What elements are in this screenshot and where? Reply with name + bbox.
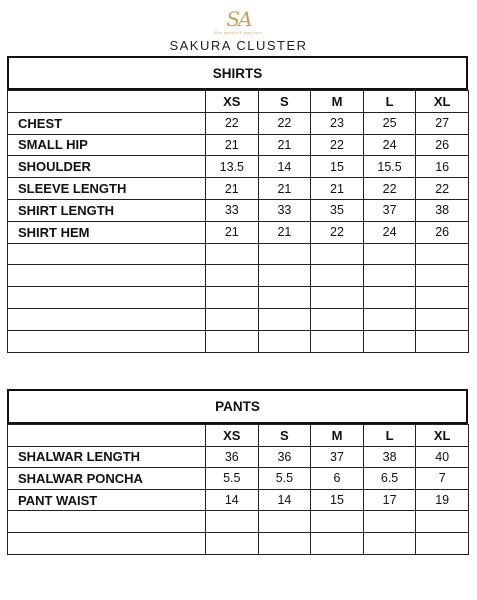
empty-cell — [311, 265, 364, 287]
empty-cell — [416, 330, 469, 352]
measurement-label: SHIRT LENGTH — [8, 199, 206, 221]
empty-cell — [363, 330, 416, 352]
measurement-value: 14 — [258, 156, 311, 178]
measurement-value: 33 — [258, 199, 311, 221]
measurement-value: 24 — [363, 221, 416, 243]
empty-cell — [258, 243, 311, 265]
empty-cell — [416, 265, 469, 287]
size-header-l: L — [363, 91, 416, 113]
measurement-label: SHOULDER — [8, 156, 206, 178]
size-header-s: S — [258, 425, 311, 447]
empty-cell — [363, 532, 416, 554]
measurement-row — [8, 199, 469, 221]
size-header-m: M — [311, 91, 364, 113]
empty-cell — [258, 532, 311, 554]
empty-cell — [206, 532, 259, 554]
brand-logo — [0, 8, 477, 35]
pants-size-table — [7, 424, 469, 555]
shirts-title: SHIRTS — [7, 56, 468, 90]
size-header-xl: XL — [416, 91, 469, 113]
measurement-value: 15 — [311, 489, 364, 511]
measurement-value: 38 — [416, 199, 469, 221]
logo-monogram: SA — [226, 7, 251, 31]
empty-cell — [8, 308, 206, 330]
empty-cell — [258, 308, 311, 330]
empty-cell — [206, 330, 259, 352]
measurement-value: 6 — [311, 468, 364, 490]
empty-cell — [258, 511, 311, 533]
measurement-row — [8, 221, 469, 243]
empty-row — [8, 511, 469, 533]
measurement-value: 35 — [311, 199, 364, 221]
empty-cell — [416, 532, 469, 554]
measurement-row — [8, 468, 469, 490]
shirts-size-table — [7, 90, 469, 353]
empty-cell — [363, 511, 416, 533]
empty-cell — [416, 308, 469, 330]
empty-row — [8, 330, 469, 352]
size-header-l: L — [363, 425, 416, 447]
measurement-row — [8, 134, 469, 156]
empty-cell — [8, 330, 206, 352]
empty-cell — [206, 265, 259, 287]
measurement-value: 21 — [258, 221, 311, 243]
measurement-value: 40 — [416, 446, 469, 468]
measurement-value: 23 — [311, 112, 364, 134]
measurement-value: 15 — [311, 156, 364, 178]
empty-row — [8, 532, 469, 554]
empty-cell — [258, 265, 311, 287]
empty-cell — [363, 287, 416, 309]
measurement-value: 14 — [258, 489, 311, 511]
size-header-xs: XS — [206, 425, 259, 447]
size-header-s: S — [258, 91, 311, 113]
empty-row — [8, 243, 469, 265]
measurement-value: 37 — [311, 446, 364, 468]
measurement-value: 27 — [416, 112, 469, 134]
measurement-value: 13.5 — [206, 156, 259, 178]
empty-cell — [416, 243, 469, 265]
empty-row — [8, 287, 469, 309]
empty-cell — [8, 287, 206, 309]
measurement-row — [8, 178, 469, 200]
size-header-row — [8, 91, 469, 113]
measurement-value: 17 — [363, 489, 416, 511]
measurement-value: 19 — [416, 489, 469, 511]
empty-cell — [206, 243, 259, 265]
empty-cell — [311, 330, 364, 352]
empty-cell — [311, 532, 364, 554]
measurement-value: 21 — [206, 178, 259, 200]
measurement-value: 22 — [363, 178, 416, 200]
measurement-value: 33 — [206, 199, 259, 221]
empty-cell — [416, 287, 469, 309]
measurement-value: 21 — [206, 221, 259, 243]
empty-cell — [8, 265, 206, 287]
measurement-value: 37 — [363, 199, 416, 221]
empty-cell — [311, 511, 364, 533]
logo-tagline: the perfect partner — [214, 30, 263, 35]
measurement-row — [8, 112, 469, 134]
empty-cell — [206, 287, 259, 309]
measurement-value: 6.5 — [363, 468, 416, 490]
empty-cell — [8, 511, 206, 533]
measurement-value: 22 — [311, 221, 364, 243]
empty-cell — [206, 511, 259, 533]
empty-cell — [311, 243, 364, 265]
measurement-row — [8, 446, 469, 468]
measurement-value: 25 — [363, 112, 416, 134]
measurement-label: SHALWAR PONCHA — [8, 468, 206, 490]
measurement-value: 22 — [416, 178, 469, 200]
measurement-label: SMALL HIP — [8, 134, 206, 156]
measurement-value: 38 — [363, 446, 416, 468]
measurement-value: 24 — [363, 134, 416, 156]
empty-row — [8, 308, 469, 330]
measurement-value: 26 — [416, 134, 469, 156]
empty-cell — [258, 330, 311, 352]
measurement-label: SHALWAR LENGTH — [8, 446, 206, 468]
measurement-label: CHEST — [8, 112, 206, 134]
measurement-label: SLEEVE LENGTH — [8, 178, 206, 200]
size-header-row — [8, 425, 469, 447]
empty-cell — [258, 287, 311, 309]
measurement-value: 26 — [416, 221, 469, 243]
measurement-value: 21 — [206, 134, 259, 156]
empty-cell — [311, 308, 364, 330]
measurement-row — [8, 489, 469, 511]
measurement-value: 36 — [206, 446, 259, 468]
measurement-value: 7 — [416, 468, 469, 490]
empty-cell — [416, 511, 469, 533]
size-header-xl: XL — [416, 425, 469, 447]
measurement-value: 15.5 — [363, 156, 416, 178]
measurement-value: 21 — [258, 134, 311, 156]
empty-cell — [8, 532, 206, 554]
measurement-value: 36 — [258, 446, 311, 468]
measurement-label: PANT WAIST — [8, 489, 206, 511]
size-header-xs: XS — [206, 91, 259, 113]
size-header-m: M — [311, 425, 364, 447]
measurement-value: 14 — [206, 489, 259, 511]
measurement-value: 22 — [258, 112, 311, 134]
measurement-value: 5.5 — [258, 468, 311, 490]
header-blank-cell — [8, 91, 206, 113]
measurement-row — [8, 156, 469, 178]
empty-cell — [363, 308, 416, 330]
measurement-value: 21 — [258, 178, 311, 200]
empty-cell — [206, 308, 259, 330]
measurement-value: 16 — [416, 156, 469, 178]
measurement-value: 5.5 — [206, 468, 259, 490]
header-blank-cell — [8, 425, 206, 447]
pants-title: PANTS — [7, 389, 468, 424]
measurement-value: 22 — [206, 112, 259, 134]
measurement-value: 22 — [311, 134, 364, 156]
empty-cell — [363, 265, 416, 287]
empty-cell — [363, 243, 416, 265]
empty-row — [8, 265, 469, 287]
brand-name: SAKURA CLUSTER — [169, 38, 308, 53]
measurement-value: 21 — [311, 178, 364, 200]
empty-cell — [8, 243, 206, 265]
empty-cell — [311, 287, 364, 309]
measurement-label: SHIRT HEM — [8, 221, 206, 243]
